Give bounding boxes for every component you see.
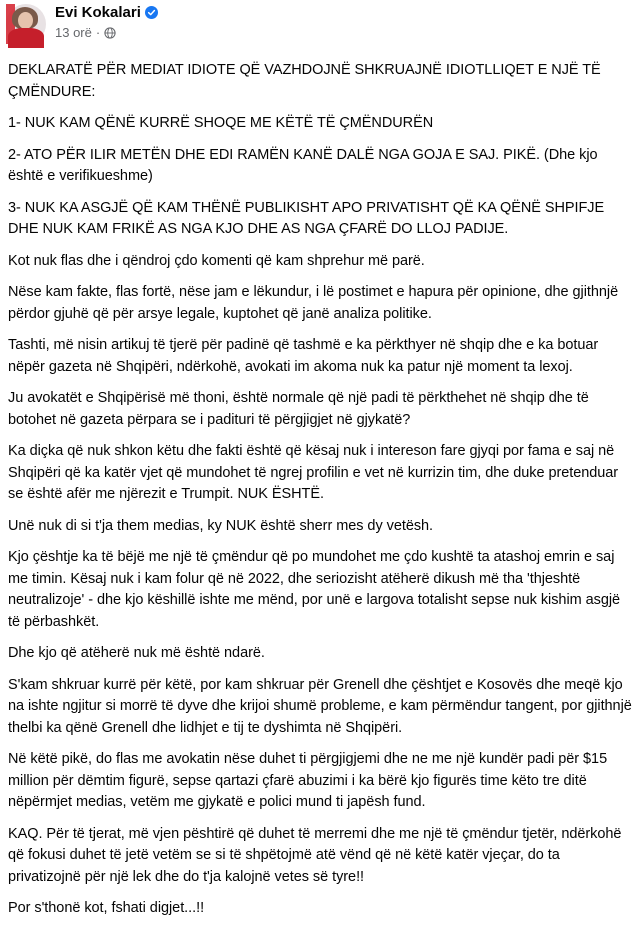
post-paragraph: Në këtë pikë, do flas me avokatin nëse duhet ti përgjigjemi dhe ne me një kundër padi për $15 million për dëmtim figurë, sepse qartazi çfarë abuzimi i ka bërë kjo figurës time këto tre ditë nëpërmjet medias, vetëm me gjykatë e polici mund ti japësh fund.: [8, 751, 608, 810]
author-row: [55, 3, 158, 21]
post-paragraph: Por s'thonë kot, fshati digjet...!!: [8, 900, 205, 916]
avatar-face: [18, 12, 33, 29]
post-timestamp[interactable]: 13 orë: [55, 25, 92, 40]
post-paragraph: 1- NUK KAM QËNË KURRË SHOQE ME KËTË TË ÇMËNDURËN: [8, 115, 434, 131]
post-paragraph: Ju avokatët e Shqipërisë më thoni, është normale që një padi të përkthehet në shqip dhe të botohet në gazeta përpara se i padituri të përgjigjet në gjykatë?: [8, 390, 589, 428]
post-paragraph: 3- NUK KA ASGJË QË KAM THËNË PUBLIKISHT APO PRIVATISHT QË KA QËNË SHPIFJE DHE NUK KAM FRIKË AS NGA KJO DHE AS NGA ÇFARË DO LLOJ PADIJE.: [8, 199, 605, 237]
post-paragraph: Kot nuk flas dhe i qëndroj çdo komenti që kam shprehur më parë.: [8, 252, 425, 269]
post-meta: [55, 2, 158, 40]
verified-badge-icon: [145, 6, 158, 19]
post-paragraph: Dhe kjo që atëherë nuk më është ndarë.: [8, 645, 265, 661]
post-paragraph: Ka diçka që nuk shkon këtu dhe fakti është që kësaj nuk i intereson fare gjyqi por fama e saj në Shqipëri që ka katër vjet që mundohet të ngrej profilin e vet në kurrizin tim, dhe duke pretenduar se është afër me njërezit e Trumpit. NUK ËSHTË.: [8, 443, 619, 502]
post-paragraph: Unë nuk di si t'ja them medias, ky NUK është sherr mes dy vetësh.: [8, 517, 434, 534]
avatar-shirt: [8, 28, 44, 48]
post-paragraph: S'kam shkruar kurrë për këtë, por kam shkruar për Grenell dhe çështjet e Kosovës dhe meqë kjo na ishte ngjitur si morrë të dyve dhe krijoi shumë probleme, e kam përmëndur tangent, por gjithnjë thelbi ka qënë Grenell dhe lidhjet e tij te dyshimta në Shqipëri.: [8, 676, 632, 736]
post-paragraph: DEKLARATË PËR MEDIAT IDIOTE QË VAZHDOJNË SHKRUAJNË IDIOTLLIQET E NJË TË ÇMËNDURE:: [8, 62, 601, 100]
post-body: [8, 60, 634, 930]
author-avatar[interactable]: [6, 4, 46, 44]
globe-icon[interactable]: [104, 27, 116, 39]
post-header: [6, 2, 158, 52]
post-paragraph: Nëse kam fakte, flas fortë, nëse jam e lëkundur, i lë postimet e hapura për opinione, dhe gjithnjë përdor gjuhë që për arsye legale, kuptohet që janë analiza politike.: [8, 284, 619, 322]
meta-separator: ·: [95, 25, 101, 40]
post-paragraph: Tashti, më nisin artikuj të tjerë për padinë që tashmë e ka përkthyer në shqip dhe e ka botuar nëpër gazeta në Shqipëri, ndërkohë, avokati im akoma nuk ka patur një moment ta lexoj.: [8, 337, 599, 375]
author-name[interactable]: Evi Kokalari: [55, 3, 141, 21]
post-paragraph: Kjo çështje ka të bëjë me një të çmëndur që po mundohet me çdo kushtë ta atashoj emrin e saj me timin. Kësaj nuk i kam folur që në 2022, dhe seriozisht atëherë dikush më tha 'thjeshtë neutralizoje' - dhe kjo këshillë ishte me mënd, por unë e largova totalisht sepse nuk kishim asgjë të përbashkët.: [8, 549, 621, 630]
post-paragraph: KAQ. Për të tjerat, më vjen pështirë që duhet të merremi dhe me një të çmëndur tjetër, ndërkohë që fokusi duhet të jetë vetëm se si të shpëtojmë atë vënd që në këtë katër vjeçar, do ta privatizojnë për një lek dhe do t'ja kalojnë vetes së tyre!!: [8, 825, 622, 885]
post-paragraph: 2- ATO PËR ILIR METËN DHE EDI RAMËN KANË DALË NGA GOJA E SAJ. PIKË. (Dhe kjo është e verifikueshme): [8, 146, 598, 184]
time-row: [55, 25, 158, 40]
